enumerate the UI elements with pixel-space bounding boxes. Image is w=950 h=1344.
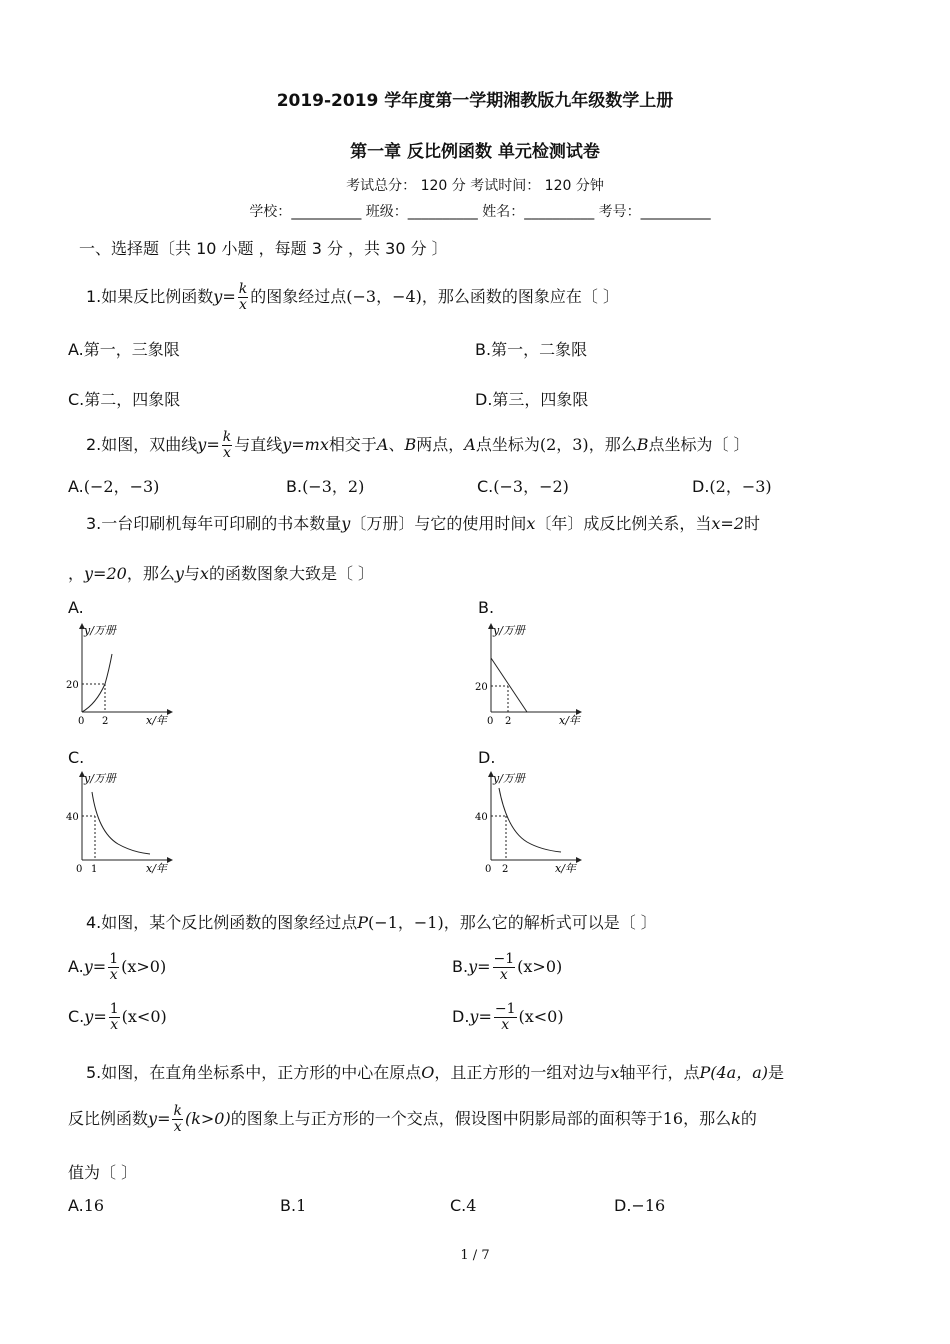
q1-option-c[interactable] xyxy=(68,387,180,410)
curve xyxy=(499,788,561,852)
origin-label: 0 xyxy=(78,716,85,727)
q2-option-d[interactable] xyxy=(692,474,772,497)
var-y: y xyxy=(341,514,351,533)
fraction xyxy=(238,282,248,312)
fraction-den: x xyxy=(499,967,508,983)
point-a: A xyxy=(464,435,476,454)
y-tick-label: 20 xyxy=(475,682,488,693)
q5-option-a[interactable] xyxy=(68,1196,104,1215)
y-tick-label: 40 xyxy=(66,812,79,823)
section-heading: 一、选择题〔共 10 小题 ，每题 3 分 ，共 30 分 〕 xyxy=(79,239,448,258)
q5-text: 是 xyxy=(767,1063,784,1082)
field-label: 考号： xyxy=(598,204,641,220)
line-graph xyxy=(491,658,527,712)
q2-text: 点坐标为〔 〕 xyxy=(648,435,750,454)
equals: = xyxy=(93,1007,107,1026)
fraction xyxy=(108,952,119,982)
option-text: (−3，2) xyxy=(302,477,365,496)
exam-info: 考试总分： 120 分 考试时间： 120 分钟 xyxy=(346,178,604,194)
q3-text: 〔年〕成反比例关系，当 xyxy=(535,514,712,533)
option-key: D. xyxy=(475,390,493,409)
q5-option-c[interactable] xyxy=(450,1196,476,1215)
equals: = xyxy=(478,1007,492,1026)
q2-option-a[interactable] xyxy=(68,474,159,497)
q4-text: 4.如图，某个反比例函数的图象经过点 xyxy=(86,913,358,932)
curve xyxy=(92,792,150,854)
question-5-line1 xyxy=(86,1060,784,1083)
field-blank: __________ xyxy=(524,204,595,220)
option-text: (−2，−3) xyxy=(83,477,160,496)
q2-text: ，那么 xyxy=(588,435,637,454)
field-label: 姓名： xyxy=(482,204,525,220)
q3-text: 与 xyxy=(183,564,200,583)
graph-a-svg xyxy=(62,618,180,730)
fraction xyxy=(109,1002,120,1032)
q2-text: 点坐标为 xyxy=(475,435,540,454)
q5-option-d[interactable] xyxy=(614,1196,665,1215)
fraction-den: x xyxy=(501,1017,510,1033)
field-label: 班级： xyxy=(365,204,408,220)
field-school[interactable] xyxy=(249,204,361,220)
origin-label: 0 xyxy=(485,864,492,875)
point: (−3，−4) xyxy=(346,287,422,306)
domain-condition: (x>0) xyxy=(121,957,167,976)
q2-text: 与直线 xyxy=(234,435,283,454)
fraction-num: k xyxy=(173,1103,182,1120)
q3-graph-b[interactable] xyxy=(471,618,589,734)
var-y: y xyxy=(469,1007,479,1026)
q1-option-a[interactable] xyxy=(68,337,180,360)
point-p: P(4a，a) xyxy=(699,1063,768,1082)
x-tick-label: 1 xyxy=(91,864,98,875)
q2-text: 相交于 xyxy=(328,435,377,454)
equals: = xyxy=(477,957,491,976)
condition: y=20 xyxy=(84,564,127,583)
condition: x=2 xyxy=(711,514,744,533)
point-b: B xyxy=(404,435,417,454)
question-5-line3: 值为〔 〕 xyxy=(68,1163,138,1182)
field-class[interactable] xyxy=(366,204,478,220)
option-text: 第二，四象限 xyxy=(84,390,181,409)
option-text: 16 xyxy=(83,1196,105,1215)
q3-option-c-key[interactable]: C. xyxy=(68,748,85,767)
q5-text: ，且正方形的一组对边与 xyxy=(434,1063,611,1082)
option-text: 1 xyxy=(296,1196,307,1215)
q3-graph-c[interactable] xyxy=(62,766,180,882)
var-y: y xyxy=(197,435,207,454)
x-axis-label: x/年 xyxy=(559,714,580,727)
q3-option-b-key[interactable]: B. xyxy=(478,598,495,617)
option-key: D. xyxy=(692,477,710,496)
q3-text: 时 xyxy=(744,514,761,533)
x-axis-label: x/年 xyxy=(146,714,167,727)
origin-label: 0 xyxy=(487,716,494,727)
option-text: 第三，四象限 xyxy=(492,390,589,409)
point-a: A xyxy=(376,435,389,454)
field-name[interactable] xyxy=(482,204,594,220)
origin-label: 0 xyxy=(76,864,83,875)
point-b: B xyxy=(636,435,649,454)
q5-text: 反比例函数 xyxy=(68,1109,149,1128)
option-key: A. xyxy=(68,340,84,359)
option-key: A. xyxy=(68,957,84,976)
q4-option-a[interactable] xyxy=(68,946,166,988)
domain-condition: (k>0) xyxy=(184,1109,231,1128)
field-exam-number[interactable] xyxy=(599,204,711,220)
question-5-line2 xyxy=(68,1098,757,1140)
question-4 xyxy=(86,910,657,933)
q3-text: 3.一台印刷机每年可印刷的书本数量 xyxy=(86,514,342,533)
q3-text: ，那么 xyxy=(126,564,175,583)
q1-option-b[interactable] xyxy=(475,337,587,360)
q5-option-b[interactable] xyxy=(280,1196,306,1215)
fraction-num: k xyxy=(238,281,248,298)
option-text: 第一，二象限 xyxy=(491,340,588,359)
x-tick-label: 2 xyxy=(102,716,109,727)
q4-text: ，那么它的解析式可以是〔 〕 xyxy=(443,913,657,932)
fraction-den: x xyxy=(223,445,231,461)
fraction-den: x xyxy=(109,967,118,983)
q5-text: 轴平行，点 xyxy=(619,1063,700,1082)
q2-text: 2.如图，双曲线 xyxy=(86,435,198,454)
option-key: B. xyxy=(280,1196,297,1215)
q2-text: 、 xyxy=(388,435,405,454)
domain-condition: (x<0) xyxy=(518,1007,564,1026)
option-key: A. xyxy=(68,1196,84,1215)
q3-graph-a[interactable] xyxy=(62,618,180,734)
q3-option-d-key[interactable]: D. xyxy=(478,748,496,767)
option-key: C. xyxy=(450,1196,467,1215)
y-tick-label: 40 xyxy=(475,812,488,823)
graph-b-svg xyxy=(471,618,589,730)
q4-option-c[interactable] xyxy=(68,996,167,1038)
y-tick-label: 20 xyxy=(66,680,79,691)
student-fields xyxy=(0,201,950,221)
graph-c-svg xyxy=(62,766,180,878)
fraction-den: x xyxy=(110,1017,119,1033)
point: (−1，−1) xyxy=(368,913,444,932)
fraction-den: x xyxy=(239,297,247,313)
fraction-num: 1 xyxy=(109,951,119,968)
option-key: D. xyxy=(452,1007,470,1026)
area-value: 16 xyxy=(662,1109,684,1128)
var-k: k xyxy=(731,1109,741,1128)
fraction-den: x xyxy=(173,1119,182,1135)
var-y: y xyxy=(174,564,184,583)
domain-condition: (x<0) xyxy=(121,1007,167,1026)
q3-text: ， xyxy=(68,564,85,583)
point-o: O xyxy=(421,1063,435,1082)
equals: = xyxy=(206,435,220,454)
var-y: y xyxy=(148,1109,158,1128)
y-axis-label: y/万册 xyxy=(493,624,525,637)
curve xyxy=(82,654,112,712)
q1-text: 的图象经过点 xyxy=(250,287,347,306)
y-axis-label: y/万册 xyxy=(84,772,116,785)
question-2 xyxy=(86,428,750,462)
fraction-num: k xyxy=(222,429,232,446)
q3-option-a-key[interactable]: A. xyxy=(68,598,84,617)
option-key: A. xyxy=(68,477,84,496)
var-y: y xyxy=(213,287,223,306)
q1-option-d[interactable] xyxy=(475,387,588,410)
q4-option-b[interactable] xyxy=(452,946,562,988)
option-key: C. xyxy=(68,390,85,409)
q2-option-c[interactable] xyxy=(477,474,569,497)
q5-text: ，那么 xyxy=(683,1109,732,1128)
q5-text: 5.如图，在直角坐标系中，正方形的中心在原点 xyxy=(86,1063,422,1082)
option-key: B. xyxy=(475,340,492,359)
var-x: x xyxy=(199,564,209,583)
q1-text: ，那么函数的图象应在〔 〕 xyxy=(421,287,619,306)
fraction xyxy=(222,430,232,460)
field-blank: __________ xyxy=(640,204,711,220)
q3-text: 〔万册〕与它的使用时间 xyxy=(350,514,527,533)
field-blank: __________ xyxy=(291,204,362,220)
option-key: B. xyxy=(286,477,303,496)
fraction-num: −1 xyxy=(494,1001,516,1018)
var-y: y xyxy=(468,957,478,976)
fraction-num: 1 xyxy=(109,1001,119,1018)
field-blank: __________ xyxy=(407,204,478,220)
var-y: y xyxy=(83,957,93,976)
x-axis-label: x/年 xyxy=(146,862,167,875)
equals: = xyxy=(92,957,107,976)
page-subtitle: 第一章 反比例函数 单元检测试卷 xyxy=(350,142,600,162)
option-text: (−3，−2) xyxy=(493,477,569,496)
option-key: B. xyxy=(452,957,469,976)
field-label: 学校： xyxy=(249,204,292,220)
q5-text: 的 xyxy=(740,1109,757,1128)
option-key: D. xyxy=(614,1196,632,1215)
domain-condition: (x>0) xyxy=(517,957,563,976)
q3-graph-d[interactable] xyxy=(471,766,589,882)
x-axis-label: x/年 xyxy=(555,862,576,875)
q1-text: 1.如果反比例函数 xyxy=(86,287,214,306)
option-key: C. xyxy=(477,477,494,496)
question-1 xyxy=(86,280,619,314)
option-text: −16 xyxy=(631,1196,666,1215)
fraction xyxy=(494,1002,517,1032)
q2-text: 两点， xyxy=(416,435,465,454)
x-tick-label: 2 xyxy=(502,864,509,875)
question-3-line2 xyxy=(68,561,374,584)
y-axis-label: y/万册 xyxy=(84,624,116,637)
point-p: P xyxy=(357,913,369,932)
fraction xyxy=(493,952,516,982)
fraction-num: −1 xyxy=(493,951,515,968)
option-text: 第一，三象限 xyxy=(83,340,180,359)
option-text: 4 xyxy=(466,1196,477,1215)
option-text: (2，−3) xyxy=(709,477,772,496)
question-3-line1 xyxy=(86,511,760,534)
fraction xyxy=(172,1104,182,1134)
x-tick-label: 2 xyxy=(505,716,512,727)
q2-option-b[interactable] xyxy=(286,474,364,497)
var-x: x xyxy=(610,1063,620,1082)
q4-option-d[interactable] xyxy=(452,996,564,1038)
var-y: y xyxy=(84,1007,94,1026)
page-number: 1 / 7 xyxy=(460,1248,490,1263)
line-eq: y=mx xyxy=(282,435,329,454)
option-key: C. xyxy=(68,1007,85,1026)
point: (2，3) xyxy=(539,435,589,454)
equals: = xyxy=(157,1109,171,1128)
y-axis-label: y/万册 xyxy=(493,772,525,785)
q3-text: 的函数图象大致是〔 〕 xyxy=(208,564,375,583)
graph-d-svg xyxy=(471,766,589,878)
equals: = xyxy=(222,287,236,306)
var-x: x xyxy=(526,514,536,533)
q5-text: 的图象上与正方形的一个交点，假设图中阴影局部的面积等于 xyxy=(230,1109,663,1128)
page-title: 2019-2019 学年度第一学期湘教版九年级数学上册 xyxy=(276,91,674,111)
